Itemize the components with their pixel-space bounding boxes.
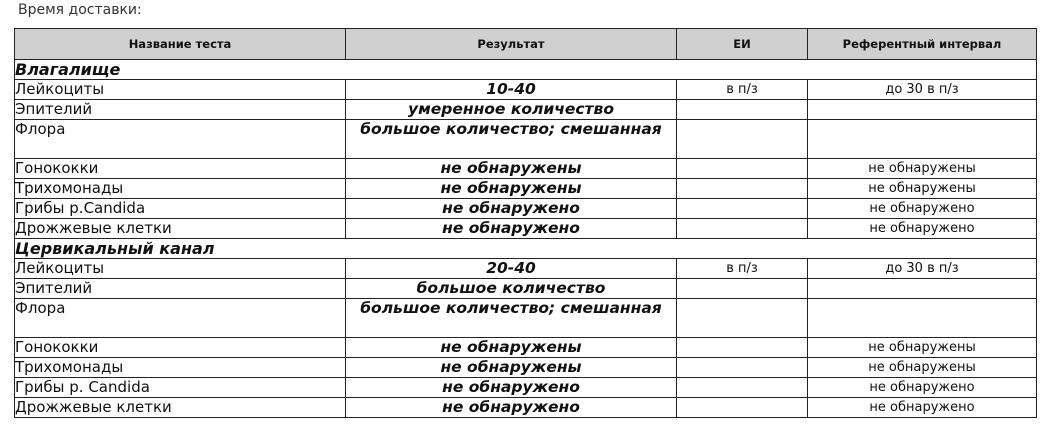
table-row <box>15 299 1037 338</box>
test-result: умеренное количество <box>346 100 677 120</box>
test-unit: в п/з <box>677 259 808 279</box>
test-result: не обнаружено <box>346 378 677 398</box>
test-unit <box>677 338 808 358</box>
table-row <box>15 279 1037 299</box>
test-result: не обнаружены <box>346 358 677 378</box>
section-title: Влагалище <box>15 60 1037 80</box>
table-row <box>15 199 1037 219</box>
test-result: не обнаружено <box>346 219 677 239</box>
test-name: Флора <box>15 299 346 338</box>
test-reference <box>808 279 1037 299</box>
test-name: Дрожжевые клетки <box>15 398 346 418</box>
test-reference: не обнаружено <box>808 219 1037 239</box>
test-unit <box>677 378 808 398</box>
test-unit <box>677 219 808 239</box>
table-row <box>15 378 1037 398</box>
test-name: Лейкоциты <box>15 259 346 279</box>
header-test-name: Название теста <box>15 29 346 60</box>
test-unit <box>677 358 808 378</box>
test-result: не обнаружены <box>346 338 677 358</box>
test-reference: не обнаружено <box>808 199 1037 219</box>
test-result: не обнаружено <box>346 199 677 219</box>
test-result: 20-40 <box>346 259 677 279</box>
test-reference: не обнаружено <box>808 378 1037 398</box>
header-unit: ЕИ <box>677 29 808 60</box>
table-header-row <box>15 29 1037 60</box>
test-unit <box>677 279 808 299</box>
test-result: большое количество; смешанная <box>346 299 677 338</box>
delivery-time-label: Время доставки: <box>18 2 142 18</box>
test-name: Трихомонады <box>15 179 346 199</box>
test-name: Флора <box>15 120 346 159</box>
table-row <box>15 80 1037 100</box>
header-reference-interval: Референтный интервал <box>808 29 1037 60</box>
test-result: большое количество; смешанная <box>346 120 677 159</box>
test-name: Лейкоциты <box>15 80 346 100</box>
test-unit: в п/з <box>677 80 808 100</box>
test-name: Трихомонады <box>15 358 346 378</box>
test-reference: не обнаружены <box>808 338 1037 358</box>
test-name: Эпителий <box>15 279 346 299</box>
test-unit <box>677 398 808 418</box>
test-unit <box>677 100 808 120</box>
section-row <box>15 60 1037 80</box>
test-result: 10-40 <box>346 80 677 100</box>
test-reference: не обнаружены <box>808 179 1037 199</box>
table-row <box>15 179 1037 199</box>
test-result: не обнаружены <box>346 179 677 199</box>
test-reference <box>808 299 1037 338</box>
test-reference: не обнаружены <box>808 358 1037 378</box>
test-reference: не обнаружены <box>808 159 1037 179</box>
test-unit <box>677 159 808 179</box>
test-reference: не обнаружено <box>808 398 1037 418</box>
test-name: Гонококки <box>15 338 346 358</box>
table-row <box>15 259 1037 279</box>
test-name: Эпителий <box>15 100 346 120</box>
table-row <box>15 358 1037 378</box>
test-reference <box>808 120 1037 159</box>
test-reference: до 30 в п/з <box>808 259 1037 279</box>
test-name: Грибы p. Candida <box>15 378 346 398</box>
test-unit <box>677 199 808 219</box>
test-unit <box>677 179 808 199</box>
section-row <box>15 239 1037 259</box>
test-name: Грибы p.Candida <box>15 199 346 219</box>
table-row <box>15 159 1037 179</box>
test-result: не обнаружены <box>346 159 677 179</box>
test-name: Гонококки <box>15 159 346 179</box>
test-unit <box>677 299 808 338</box>
table-row <box>15 398 1037 418</box>
header-result: Результат <box>346 29 677 60</box>
test-result: большое количество <box>346 279 677 299</box>
table-row <box>15 219 1037 239</box>
table-row <box>15 338 1037 358</box>
table-row <box>15 100 1037 120</box>
section-title: Цервикальный канал <box>15 239 1037 259</box>
test-reference <box>808 100 1037 120</box>
lab-results-table <box>14 28 1037 418</box>
test-unit <box>677 120 808 159</box>
table-row <box>15 120 1037 159</box>
test-reference: до 30 в п/з <box>808 80 1037 100</box>
test-result: не обнаружено <box>346 398 677 418</box>
test-name: Дрожжевые клетки <box>15 219 346 239</box>
